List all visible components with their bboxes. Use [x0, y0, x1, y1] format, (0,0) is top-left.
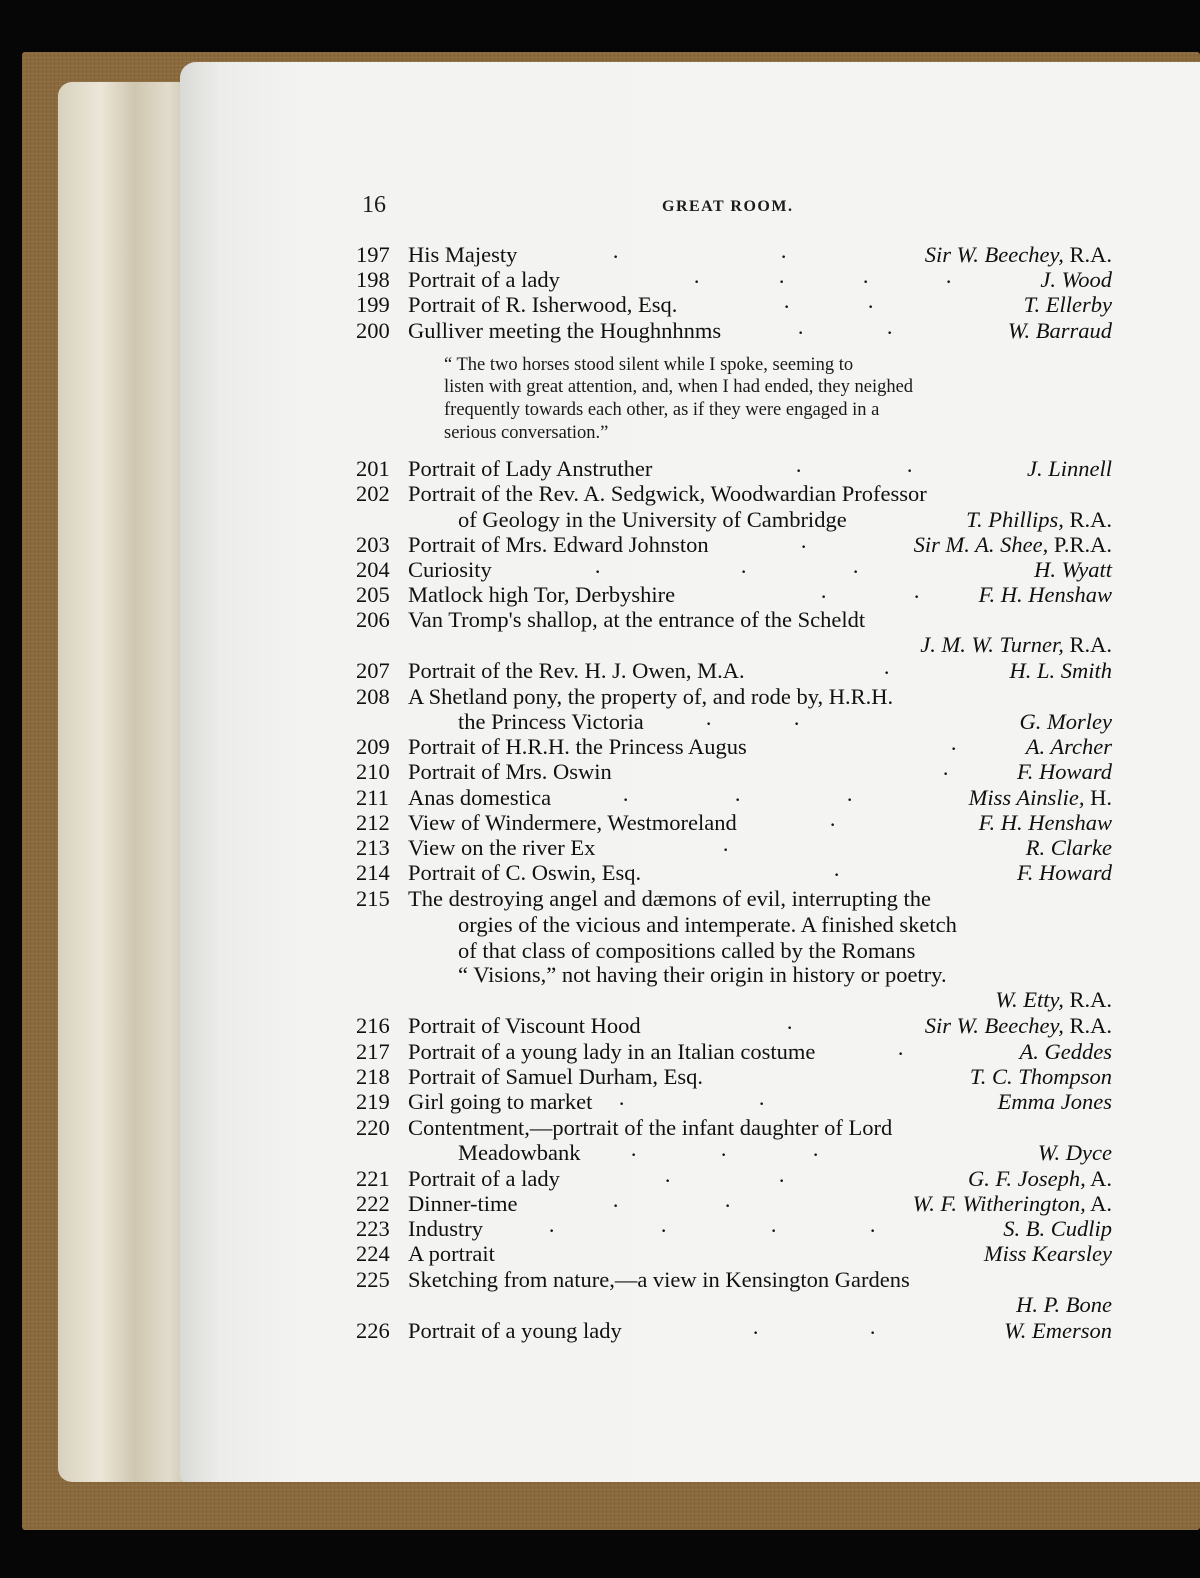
- dot-leader: ·: [770, 1218, 778, 1243]
- dot-leader: ·: [618, 1091, 626, 1116]
- catalogue-entry-continued: [356, 1140, 1112, 1165]
- entry-title: His Majesty: [408, 242, 518, 267]
- entry-quote-line: listen with great attention, and, when I had ended, they neighed: [444, 377, 914, 397]
- dot-leader: ·: [660, 1218, 668, 1243]
- catalogue-entry-continued: [356, 987, 1112, 1012]
- catalogue-entry-continued: [356, 1292, 1112, 1317]
- entry-title: Portrait of H.R.H. the Princess Augus: [408, 734, 747, 759]
- entry-artist: G. F. Joseph, A.: [968, 1166, 1112, 1191]
- entry-number: 199: [356, 292, 390, 317]
- entry-title-continued: the Princess Victoria: [458, 709, 644, 734]
- entry-artist: S. B. Cudlip: [1003, 1216, 1112, 1241]
- catalogue-entry-continued: [356, 632, 1112, 657]
- entry-artist: H. P. Bone: [1016, 1292, 1112, 1317]
- catalogue-entry: [356, 481, 1112, 506]
- dot-leader: ·: [869, 1218, 877, 1243]
- dot-leader: ·: [720, 1142, 728, 1167]
- entry-number: 198: [356, 267, 390, 292]
- dot-leader: ·: [594, 559, 602, 584]
- dot-leader: ·: [664, 1168, 672, 1193]
- running-head: GREAT ROOM.: [662, 198, 794, 215]
- entry-artist: H. L. Smith: [1009, 658, 1112, 683]
- entry-artist: T. Ellerby: [1023, 292, 1112, 317]
- entry-title: The destroying angel and dæmons of evil, interrupting the: [408, 886, 932, 911]
- entry-artist: Miss Kearsley: [983, 1241, 1112, 1266]
- entry-artist: Emma Jones: [997, 1089, 1112, 1114]
- entry-artist: W. Dyce: [1037, 1140, 1112, 1165]
- dot-leader: ·: [622, 787, 630, 812]
- entry-title: Portrait of R. Isherwood, Esq.: [408, 292, 678, 317]
- catalogue-entry: [356, 292, 1112, 317]
- entry-number: 216: [356, 1013, 390, 1038]
- catalogue-entry: [356, 886, 1112, 911]
- catalogue-entry: [356, 1318, 1112, 1343]
- catalogue-entry: [356, 1064, 1112, 1089]
- entry-number: 210: [356, 759, 390, 784]
- catalogue-entry: [356, 860, 1112, 885]
- catalogue-entry: [356, 1039, 1112, 1064]
- catalogue-entry-continued: [356, 962, 1112, 987]
- entry-artist: W. Etty, R.A.: [995, 987, 1112, 1012]
- catalogue-entry: [356, 684, 1112, 709]
- entry-title: View of Windermere, Westmoreland: [408, 810, 737, 835]
- dot-leader: ·: [778, 269, 786, 294]
- entry-artist: Miss Ainslie, H.: [968, 785, 1112, 810]
- entry-number: 212: [356, 810, 390, 835]
- entry-number: 221: [356, 1166, 390, 1191]
- dot-leader: ·: [722, 837, 730, 862]
- dot-leader: ·: [797, 320, 805, 345]
- dot-leader: ·: [780, 244, 788, 269]
- entry-title: Van Tromp's shallop, at the entrance of the Scheldt: [408, 607, 866, 632]
- entry-artist: W. Barraud: [1007, 318, 1112, 343]
- entry-number: 214: [356, 860, 390, 885]
- entry-title: Portrait of a young lady in an Italian costume: [408, 1039, 816, 1064]
- catalogue-entry: [356, 658, 1112, 683]
- dot-leader: ·: [740, 559, 748, 584]
- entry-title: Anas domestica: [408, 785, 552, 810]
- entry-artist: H. Wyatt: [1034, 557, 1112, 582]
- catalogue-entry: [356, 1241, 1112, 1266]
- entry-number: 206: [356, 607, 390, 632]
- catalogue-entry: [356, 1191, 1112, 1216]
- entry-number: 222: [356, 1191, 390, 1216]
- dot-leader: ·: [612, 1193, 620, 1218]
- dot-leader: ·: [942, 761, 950, 786]
- entry-title: Gulliver meeting the Houghnhnms: [408, 318, 722, 343]
- dot-leader: ·: [869, 1320, 877, 1345]
- entry-artist: W. Emerson: [1004, 1318, 1112, 1343]
- entry-artist: Sir M. A. Shee, P.R.A.: [913, 532, 1112, 557]
- dot-leader: ·: [812, 1142, 820, 1167]
- dot-leader: ·: [862, 269, 870, 294]
- catalogue-entry-continued: [356, 507, 1112, 532]
- entry-artist: A. Archer: [1025, 734, 1112, 759]
- entry-number: 203: [356, 532, 390, 557]
- entry-number: 223: [356, 1216, 390, 1241]
- entry-number: 217: [356, 1039, 390, 1064]
- entry-number: 215: [356, 886, 390, 911]
- entry-title: Contentment,—portrait of the infant daughter of Lord: [408, 1115, 893, 1140]
- catalogue-entry: [356, 734, 1112, 759]
- dot-leader: ·: [800, 534, 808, 559]
- dot-leader: ·: [705, 711, 713, 736]
- dot-leader: ·: [778, 1168, 786, 1193]
- entry-title: Portrait of C. Oswin, Esq.: [408, 860, 642, 885]
- entry-title: Curiosity: [408, 557, 492, 582]
- entry-artist: T. C. Thompson: [969, 1064, 1112, 1089]
- entry-title: Portrait of a young lady: [408, 1318, 622, 1343]
- entry-title: Portrait of a lady: [408, 1166, 560, 1191]
- entry-artist: F. Howard: [1016, 759, 1112, 784]
- entry-number: 211: [356, 785, 389, 810]
- entry-title: View on the river Ex: [408, 835, 596, 860]
- entry-title: Portrait of Mrs. Oswin: [408, 759, 612, 784]
- dot-leader: ·: [734, 787, 742, 812]
- dot-leader: ·: [950, 736, 958, 761]
- entry-quote-line: frequently towards each other, as if they were engaged in a: [444, 400, 880, 420]
- dot-leader: ·: [833, 862, 841, 887]
- catalogue-entry: [356, 835, 1112, 860]
- entry-artist: F. H. Henshaw: [978, 810, 1112, 835]
- entry-artist: J. Linnell: [1027, 456, 1112, 481]
- entry-artist: J. M. W. Turner, R.A.: [920, 632, 1112, 657]
- dot-leader: ·: [820, 584, 828, 609]
- entry-title: Portrait of the Rev. H. J. Owen, M.A.: [408, 658, 745, 683]
- dot-leader: ·: [612, 244, 620, 269]
- dot-leader: ·: [846, 787, 854, 812]
- page-number: 16: [362, 192, 386, 218]
- entry-number: 220: [356, 1115, 390, 1140]
- entry-artist: Sir W. Beechey, R.A.: [924, 1013, 1112, 1038]
- entry-title: Portrait of a lady: [408, 267, 560, 292]
- dot-leader: ·: [852, 559, 860, 584]
- entry-title-continued: Meadowbank: [458, 1140, 581, 1165]
- entry-number: 224: [356, 1241, 390, 1266]
- catalogue-entry: [356, 582, 1112, 607]
- catalogue-entry: [356, 267, 1112, 292]
- entry-title: Portrait of Viscount Hood: [408, 1013, 641, 1038]
- dot-leader: ·: [630, 1142, 638, 1167]
- catalogue-entry: [356, 242, 1112, 267]
- catalogue-entry-continued: [356, 709, 1112, 734]
- entry-artist: J. Wood: [1040, 267, 1112, 292]
- dot-leader: ·: [913, 584, 921, 609]
- dot-leader: ·: [752, 1320, 760, 1345]
- entry-quote-line: “ The two horses stood silent while I spoke, seeming to: [444, 355, 854, 375]
- entry-title: Portrait of the Rev. A. Sedgwick, Woodwardian Professor: [408, 481, 927, 506]
- entry-number: 208: [356, 684, 390, 709]
- entry-number: 205: [356, 582, 390, 607]
- entry-title-continued: “ Visions,” not having their origin in history or poetry.: [458, 962, 947, 987]
- dot-leader: ·: [945, 269, 953, 294]
- entry-title: A Shetland pony, the property of, and rode by, H.R.H.: [408, 684, 894, 709]
- entry-number: 202: [356, 481, 390, 506]
- page-header: [362, 192, 1110, 222]
- entry-artist: W. F. Witherington, A.: [912, 1191, 1112, 1216]
- catalogue-entry: [356, 1013, 1112, 1038]
- entry-title: Portrait of Mrs. Edward Johnston: [408, 532, 709, 557]
- entry-title-continued: orgies of the vicious and intemperate. A finished sketch: [458, 912, 957, 937]
- entry-number: 197: [356, 242, 390, 267]
- entry-title-continued: of that class of compositions called by the Romans: [458, 938, 916, 963]
- entry-artist: G. Morley: [1019, 709, 1112, 734]
- catalogue-entry-continued: [356, 938, 1112, 963]
- entry-artist: F. Howard: [1016, 860, 1112, 885]
- catalogue-entry: [356, 607, 1112, 632]
- dot-leader: ·: [897, 1041, 905, 1066]
- entry-number: 218: [356, 1064, 390, 1089]
- catalogue-entry: [356, 759, 1112, 784]
- entry-title: Girl going to market: [408, 1089, 593, 1114]
- entry-artist: F. H. Henshaw: [978, 582, 1112, 607]
- dot-leader: ·: [786, 1015, 794, 1040]
- entry-title: Portrait of Lady Anstruther: [408, 456, 653, 481]
- entry-artist: Sir W. Beechey, R.A.: [924, 242, 1112, 267]
- entry-number: 213: [356, 835, 390, 860]
- dot-leader: ·: [829, 812, 837, 837]
- catalogue-entry: [356, 557, 1112, 582]
- catalogue-entry: [356, 1216, 1112, 1241]
- entry-number: 200: [356, 318, 390, 343]
- dot-leader: ·: [867, 294, 875, 319]
- entry-number: 201: [356, 456, 390, 481]
- catalogue-entry: [356, 1166, 1112, 1191]
- entry-artist: R. Clarke: [1025, 835, 1112, 860]
- catalogue-entry: [356, 532, 1112, 557]
- dot-leader: ·: [795, 458, 803, 483]
- entry-quote-line: serious conversation.”: [444, 423, 609, 443]
- catalogue-entry: [356, 456, 1112, 481]
- dot-leader: ·: [886, 320, 894, 345]
- entry-title: Sketching from nature,—a view in Kensington Gardens: [408, 1267, 910, 1292]
- dot-leader: ·: [783, 294, 791, 319]
- entry-number: 204: [356, 557, 390, 582]
- dot-leader: ·: [906, 458, 914, 483]
- dot-leader: ·: [693, 269, 701, 294]
- entry-title: A portrait: [408, 1241, 495, 1266]
- catalogue-entry: [356, 1089, 1112, 1114]
- entry-number: 219: [356, 1089, 390, 1114]
- entry-artist: T. Phillips, R.A.: [966, 507, 1112, 532]
- entry-number: 207: [356, 658, 390, 683]
- entry-title: Matlock high Tor, Derbyshire: [408, 582, 676, 607]
- dot-leader: ·: [758, 1091, 766, 1116]
- catalogue-entry: [356, 1115, 1112, 1140]
- entry-number: 226: [356, 1318, 390, 1343]
- catalogue-entry-continued: [356, 912, 1112, 937]
- entry-title: Industry: [408, 1216, 483, 1241]
- dot-leader: ·: [793, 711, 801, 736]
- dot-leader: ·: [724, 1193, 732, 1218]
- entry-title: Dinner-time: [408, 1191, 518, 1216]
- entry-title-continued: of Geology in the University of Cambridge: [458, 507, 847, 532]
- entry-title: Portrait of Samuel Durham, Esq.: [408, 1064, 703, 1089]
- entry-number: 209: [356, 734, 390, 759]
- catalogue-entry: [356, 810, 1112, 835]
- dot-leader: ·: [883, 660, 891, 685]
- catalogue-entry: [356, 318, 1112, 343]
- catalogue-entry: [356, 1267, 1112, 1292]
- entry-artist: A. Geddes: [1019, 1039, 1112, 1064]
- entry-number: 225: [356, 1267, 390, 1292]
- dot-leader: ·: [548, 1218, 556, 1243]
